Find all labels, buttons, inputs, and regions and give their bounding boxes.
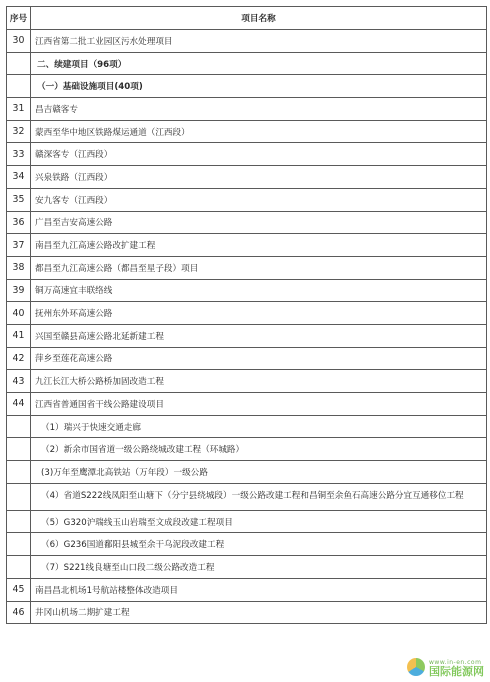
table-row bbox=[7, 279, 487, 302]
row-no: 32 bbox=[7, 120, 31, 143]
section-row bbox=[7, 75, 487, 98]
sub-item-name: (3)万年至鹰潭北高铁站（万年段）一级公路 bbox=[31, 461, 487, 484]
row-name: 井冈山机场二期扩建工程 bbox=[31, 601, 487, 624]
header-name: 项目名称 bbox=[31, 7, 487, 30]
section-row bbox=[7, 52, 487, 75]
sub-item-name: （2）新余市国省道一级公路绕城改建工程（环城路） bbox=[31, 438, 487, 461]
table-row bbox=[7, 143, 487, 166]
sub-item-row bbox=[7, 438, 487, 461]
row-name: 南昌至九江高速公路改扩建工程 bbox=[31, 234, 487, 257]
row-name: 赣深客专（江西段） bbox=[31, 143, 487, 166]
watermark bbox=[407, 658, 484, 676]
table-row bbox=[7, 98, 487, 121]
table-row bbox=[7, 166, 487, 189]
row-name: 九江长江大桥公路桥加固改造工程 bbox=[31, 370, 487, 393]
table-row bbox=[7, 302, 487, 325]
sub-item-name: （6）G236国道鄱阳县城至余干乌泥段改建工程 bbox=[31, 533, 487, 556]
row-no: 43 bbox=[7, 370, 31, 393]
row-no: 42 bbox=[7, 347, 31, 370]
row-name: 兴国至赣县高速公路北延新建工程 bbox=[31, 324, 487, 347]
table-row bbox=[7, 256, 487, 279]
row-name: 江西省第二批工业园区污水处理项目 bbox=[31, 30, 487, 53]
table-row bbox=[7, 324, 487, 347]
table-row bbox=[7, 120, 487, 143]
row-no: 36 bbox=[7, 211, 31, 234]
row-no bbox=[7, 461, 31, 484]
row-no: 33 bbox=[7, 143, 31, 166]
sub-item-row bbox=[7, 533, 487, 556]
row-no: 41 bbox=[7, 324, 31, 347]
watermark-text bbox=[429, 658, 484, 676]
table-row bbox=[7, 211, 487, 234]
row-no: 44 bbox=[7, 393, 31, 416]
row-no bbox=[7, 52, 31, 75]
row-name: 抚州东外环高速公路 bbox=[31, 302, 487, 325]
row-name: 萍乡至莲花高速公路 bbox=[31, 347, 487, 370]
row-name: 广昌至吉安高速公路 bbox=[31, 211, 487, 234]
table-row bbox=[7, 188, 487, 211]
project-table bbox=[6, 6, 487, 624]
section-title: （一）基础设施项目(40项) bbox=[31, 75, 487, 98]
table-row bbox=[7, 370, 487, 393]
row-no: 35 bbox=[7, 188, 31, 211]
table-row bbox=[7, 578, 487, 601]
row-no bbox=[7, 483, 31, 510]
row-no: 37 bbox=[7, 234, 31, 257]
watermark-site: www.in-en.com bbox=[429, 659, 482, 666]
table-row bbox=[7, 601, 487, 624]
sub-item-row bbox=[7, 483, 487, 510]
sub-item-row bbox=[7, 556, 487, 579]
row-name: 安九客专（江西段） bbox=[31, 188, 487, 211]
row-no: 39 bbox=[7, 279, 31, 302]
table-row bbox=[7, 393, 487, 416]
row-name: 铜万高速宜丰联络线 bbox=[31, 279, 487, 302]
table-row bbox=[7, 347, 487, 370]
table-row bbox=[7, 234, 487, 257]
sub-item-name: （5）G320沪瑞线玉山岩瑞至文成段改建工程项目 bbox=[31, 510, 487, 533]
row-no: 34 bbox=[7, 166, 31, 189]
watermark-name: 国际能源网 bbox=[429, 665, 484, 678]
header-no: 序号 bbox=[7, 7, 31, 30]
row-name: 昌吉赣客专 bbox=[31, 98, 487, 121]
row-name: 兴泉铁路（江西段） bbox=[31, 166, 487, 189]
row-no bbox=[7, 415, 31, 438]
section-title: 二、续建项目（96项） bbox=[31, 52, 487, 75]
row-no bbox=[7, 438, 31, 461]
row-name: 南昌昌北机场1号航站楼整体改造项目 bbox=[31, 578, 487, 601]
row-no: 38 bbox=[7, 256, 31, 279]
table-row bbox=[7, 30, 487, 53]
row-no: 45 bbox=[7, 578, 31, 601]
row-no: 46 bbox=[7, 601, 31, 624]
row-no bbox=[7, 533, 31, 556]
row-no: 30 bbox=[7, 30, 31, 53]
sub-item-name: （7）S221线良塘至山口段二级公路改造工程 bbox=[31, 556, 487, 579]
row-name: 江西省普通国省干线公路建设项目 bbox=[31, 393, 487, 416]
row-no bbox=[7, 510, 31, 533]
row-name: 蒙西至华中地区铁路煤运通道（江西段） bbox=[31, 120, 487, 143]
sub-item-name: （4）省道S222线凤阳至山塘下（分宁县绕城段）一级公路改建工程和昌铜至余鱼石高速公路分宜互通移位工程 bbox=[31, 483, 487, 510]
sub-item-name: （1）瑞兴于快速交通走廊 bbox=[31, 415, 487, 438]
sub-item-row bbox=[7, 461, 487, 484]
sub-item-row bbox=[7, 510, 487, 533]
row-no bbox=[7, 556, 31, 579]
in-en-logo-icon bbox=[407, 658, 425, 676]
sub-item-row bbox=[7, 415, 487, 438]
row-no: 40 bbox=[7, 302, 31, 325]
row-no: 31 bbox=[7, 98, 31, 121]
table-header-row bbox=[7, 7, 487, 30]
row-no bbox=[7, 75, 31, 98]
row-name: 都昌至九江高速公路（都昌至星子段）项目 bbox=[31, 256, 487, 279]
